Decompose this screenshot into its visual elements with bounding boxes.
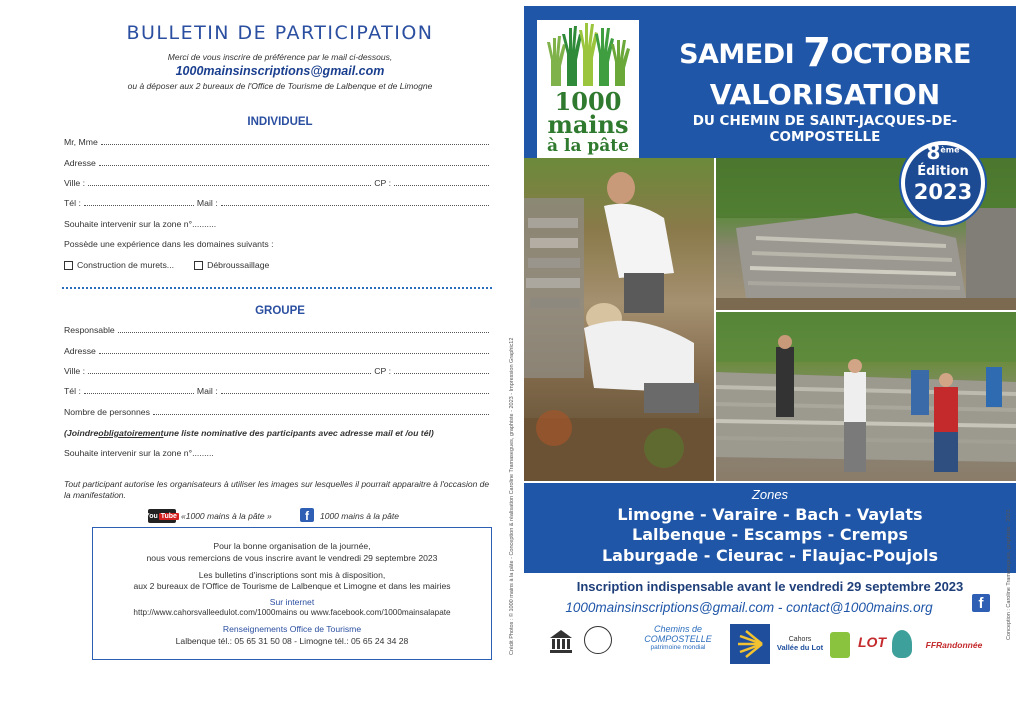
experience-text: Possède une expérience dans les domaines suivants : [64, 239, 274, 249]
group-tel-field[interactable] [64, 384, 492, 396]
zones-heading: Zones [751, 487, 789, 502]
individual-name-field[interactable] [64, 135, 492, 147]
info-line-3: Les bulletins d'inscriptions sont mis à disposition, [198, 570, 386, 580]
group-heading: GROUPE [255, 305, 305, 317]
individual-city-field[interactable] [64, 176, 492, 188]
hands-icon [537, 20, 639, 90]
youtube-label[interactable]: «1000 mains à la pâte » [181, 511, 272, 521]
zones-line-1: Limogne - Varaire - Bach - Vaylats [617, 505, 923, 524]
ffrandonnee-logo: FFRandonnée [925, 640, 983, 650]
tel-label: Tél : [64, 198, 81, 208]
form-title: BULLETIN DE PARTICIPATION [126, 22, 434, 44]
tel-label: Tél : [64, 386, 81, 396]
option-debroussaillage: Débroussaillage [207, 260, 270, 270]
individual-zone-field[interactable] [64, 217, 492, 229]
youtube-icon[interactable]: You Tube [148, 509, 176, 523]
zones-line-3: Laburgade - Cieurac - Flaujac-Poujols [601, 546, 939, 565]
intro-text-office: ou à déposer aux 2 bureaux de l'Office de Tourisme de Lalbenque et de Limogne [127, 81, 433, 91]
logo-text-pate: à la pâte [547, 136, 629, 156]
individual-heading: INDIVIDUEL [247, 116, 313, 128]
info-line-4: aux 2 bureaux de l'Office de Tourisme de Lalbenque et Limogne et dans les mairies [133, 581, 451, 591]
chemins-compostelle-logo: Chemins de COMPOSTELLE patrimoine mondial [644, 624, 712, 651]
count-label: Nombre de personnes [64, 407, 150, 417]
facebook-icon-right[interactable]: f [972, 594, 990, 612]
info-line-2: nous vous remercions de vous inscrire avant le vendredi 29 septembre 2023 [146, 553, 438, 563]
park-logo [892, 630, 912, 658]
zone-label: Souhaite intervenir sur la zone n°.......... [64, 219, 217, 229]
info-phones: Lalbenque tél.: 05 65 31 50 08 - Limogne tél.: 05 65 24 34 28 [175, 636, 409, 646]
address-label: Adresse [64, 158, 96, 168]
event-subline: DU CHEMIN DE SAINT-JACQUES-DE-COMPOSTELLE [692, 113, 958, 145]
city-label: Ville : [64, 366, 86, 376]
experience-options [64, 258, 492, 270]
individual-tel-field[interactable] [64, 196, 492, 208]
event-date: SAMEDI 7OCTOBRE [679, 30, 971, 76]
group-city-field[interactable] [64, 364, 492, 376]
section-divider [62, 287, 492, 289]
unesco-logo [546, 626, 576, 656]
side-credit: Conception : Caroline Tramasegues, graphiste - 2023 [1006, 509, 1012, 640]
option-construction: Construction de murets... [77, 260, 175, 270]
partner-logos [540, 620, 1010, 672]
logo-text-mains: mains [547, 110, 629, 139]
facebook-label[interactable]: 1000 mains à la pâte [320, 511, 399, 521]
info-office-heading: Renseignements Office de Tourisme [222, 624, 362, 634]
group-zone-field[interactable] [64, 446, 492, 458]
facebook-icon[interactable]: f [300, 508, 314, 522]
info-urls[interactable]: http://www.cahorsvalleedulot.com/1000mains ou www.facebook.com/1000mainsalapate [133, 608, 451, 617]
cp-label: CP : [374, 366, 391, 376]
group-count-field[interactable] [64, 405, 492, 417]
group-join-note: (Joindre obligatoirement une liste nominative des participants avec adresse mail et /ou tél) [64, 428, 434, 438]
photo-credit: Crédit Photos : © 1000 mains à la pâte - Conception & réalisation Caroline Tramasegues, graphiste - 2023 - Impression Graphic12 [509, 337, 515, 655]
badge-edition: Édition [917, 164, 969, 179]
individual-address-field[interactable] [64, 156, 492, 168]
badge-year: 2023 [913, 180, 973, 204]
city-label: Ville : [64, 178, 86, 188]
group-responsible-field[interactable] [64, 323, 492, 335]
intro-text: Merci de vous inscrire de préférence par le mail ci-dessous, [167, 52, 393, 62]
cp-label: CP : [374, 178, 391, 188]
group-address-field[interactable] [64, 344, 492, 356]
badge-number: 8ème [926, 140, 960, 164]
zone-label: Souhaite intervenir sur la zone n°......... [64, 448, 214, 458]
department-emblem [830, 632, 850, 658]
heritage-emblem [584, 626, 612, 654]
zones-line-2: Lalbenque - Escamps - Cremps [632, 525, 908, 544]
responsible-label: Responsable [64, 325, 115, 335]
registration-email[interactable]: 1000mainsinscriptions@gmail.com [175, 64, 385, 78]
info-internet-heading: Sur internet [269, 597, 315, 607]
lot-logo: LOT [858, 634, 886, 650]
event-headline: VALORISATION [709, 78, 941, 111]
inscription-deadline: Inscription indispensable avant le vendredi 29 septembre 2023 [576, 579, 964, 594]
photo-volunteers-wall-2 [716, 312, 1016, 481]
checkbox-construction[interactable] [64, 261, 73, 270]
photo-volunteers-wall [524, 158, 714, 481]
logo-text-1000: 1000 [554, 87, 622, 116]
name-label: Mr, Mme [64, 137, 98, 147]
scallop-shell-icon [730, 624, 770, 664]
mail-label: Mail : [196, 386, 218, 396]
consent-text: Tout participant autorise les organisateurs à utiliser les images sur lesquelles il pourrait apparaitre à l'occasion de la manifestation. [64, 479, 490, 500]
contact-emails[interactable]: 1000mainsinscriptions@gmail.com - contact@1000mains.org [565, 600, 933, 615]
address-label: Adresse [64, 346, 96, 356]
mail-label: Mail : [196, 198, 218, 208]
info-line-1: Pour la bonne organisation de la journée, [213, 541, 371, 551]
checkbox-debroussaillage[interactable] [194, 261, 203, 270]
cahors-logo: Cahors Vallée du Lot [776, 636, 824, 652]
